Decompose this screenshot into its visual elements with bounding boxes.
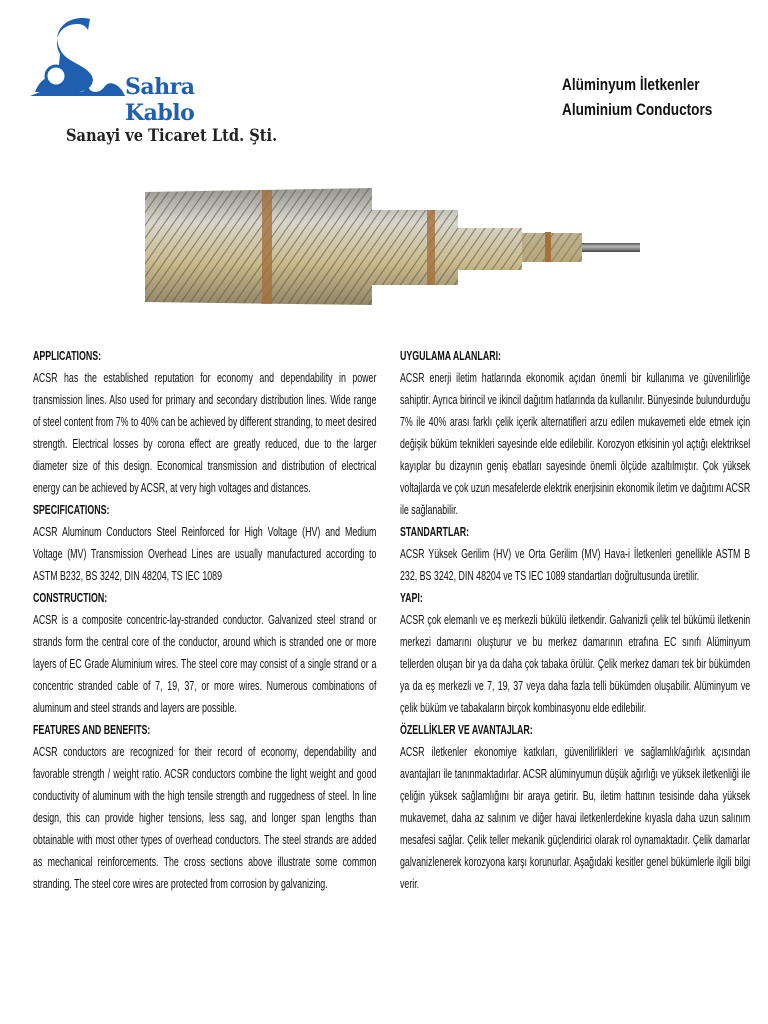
title-turkish: Alüminyum İletkenler — [562, 75, 700, 94]
section-text: ACSR enerji iletim hatlarında ekonomik açıdan önemli bir kullanıma ve güvenilirliğe sahiptir. Ayrıca birincil ve ikincil dağıtım hatlarında da kullanılır. Bünyesinde bulundurduğu 7% ile 40% arası farklı çelik içerik alternatifleri arzu edilen mukavemeti elde etmek için değişik büküm teknikleri sayesinde elde edilebilir. Korozyon etkisinin yol açtığı elektriksel kayıplar bu dizaynın geniş ebatları sayesinde önemli ölçüde azaltılmıştır. Çok yüksek voltajlarda ve çok uzun mesafelerde elektrik enerjisinin ekonomik iletim ve dağıtımı ACSR ile sağlanabilir. — [400, 370, 751, 517]
section-heading: FEATURES AND BENEFITS: — [33, 722, 151, 737]
section-heading: APPLICATIONS: — [33, 348, 102, 363]
section-text: ACSR çok elemanlı ve eş merkezli bükülü iletkendir. Galvanizli çelik tel bükümü iletkenin merkezi damarını oluşturur ve bu merkez damarının etrafına EC sınıfı Alüminyum tellerden oluşan bir ya da daha çok tabaka örülür. Çelik merkez damarı tek bir bükümden ya da eş merkezli ve 7, 19, 37 veya daha fazla telli bükümden oluşabilir. Alüminyum ve çelik büküm ve tabakaların birçok kombinasyonu elde edilebilir. — [400, 612, 751, 715]
section-text: ACSR has the established reputation for economy and dependability in power transmission lines. Also used for primary and secondary distribution lines. Wide range of steel content from 7% to 40% can be achieved by different stranding, to meet desired strength. Electrical losses by corona effect are greatly reduced, due to the larger diameter size of this design. Economical transmission and distribution of electrical energy can be achieved by ACSR, at very high voltages and distances. — [33, 370, 377, 495]
section-heading: UYGULAMA ALANLARI: — [400, 348, 502, 363]
section-text: ACSR Yüksek Gerilim (HV) ve Orta Gerilim (MV) Hava-i İletkenleri genellikle ASTM B 232, BS 3242, DIN 48204 ve TS IEC 1089 standartları doğrultusunda üretilir. — [400, 546, 751, 583]
wave-s-logo-icon — [30, 14, 130, 99]
section-heading: ÖZELLİKLER VE AVANTAJLAR: — [400, 722, 533, 737]
company-logo — [30, 14, 278, 146]
title-english: Aluminium Conductors — [562, 100, 713, 119]
section-text: ACSR iletkenler ekonomiye katkıları, güvenilirlikleri ve sağlamlık/ağırlık açısından avantajları ile tanınmaktadırlar. ACSR alüminyumun düşük ağırlığı ve yüksek iletkenliği ile çeliğin yüksek sağlamlığını bir araya getirir. Bu, iletim hattının tesisinde daha yüksek mukavemet, daha az salınım ve diğer havai iletkenlerdekine kıyasla daha uzun salınım mesafesi sağlar. Çelik teller mekanik güçlendirici olarak rol oynamaktadır. Çelik damarlar galvanizlenerek korozyona karşı korunurlar. Aşağıdaki kesitler genel bükümlerle ilgili bilgi verir. — [400, 744, 751, 891]
english-column — [33, 345, 376, 895]
section-heading: CONSTRUCTION: — [33, 590, 108, 605]
section-heading: SPECIFICATIONS: — [33, 502, 110, 517]
section-text: ACSR conductors are recognized for their record of economy, dependability and favorable strength / weight ratio. ACSR conductors combine the light weight and good conductivity of aluminum with the high tensile strength and ruggedness of steel. In line design, this can provide higher tensions, less sag, and longer span lengths than obtainable with most other types of overhead conductors. The steel strands are added as mechanical reinforcements. The cross sections above illustrate some common stranding. The steel core wires are protected from corrosion by galvanizing. — [33, 744, 377, 891]
cable-photo — [140, 180, 660, 320]
section-text: ACSR is a composite concentric-lay-stranded conductor. Galvanized steel strand or strands form the central core of the conductor, around which is stranded one or more layers of EC Grade Aluminium wires. The steel core may consist of a single strand or a concentric stranded cable of 7, 19, 37, or more wires. Numerous combinations of aluminum and steel strands and layers are possible. — [33, 612, 377, 715]
page-title — [562, 72, 712, 122]
section-text: ACSR Aluminum Conductors Steel Reinforced for High Voltage (HV) and Medium Voltage (MV) Transmission Overhead Lines are usually manufactured according to ASTM B232, BS 3242, DIN 48204, TS IEC 1089 — [33, 524, 377, 583]
logo-brand: Sahra Kablo — [125, 74, 195, 126]
section-heading: YAPI: — [400, 590, 423, 605]
logo-company: Sanayi ve Ticaret Ltd. Şti. — [66, 126, 278, 146]
section-heading: STANDARTLAR: — [400, 524, 470, 539]
turkish-column — [400, 345, 750, 895]
